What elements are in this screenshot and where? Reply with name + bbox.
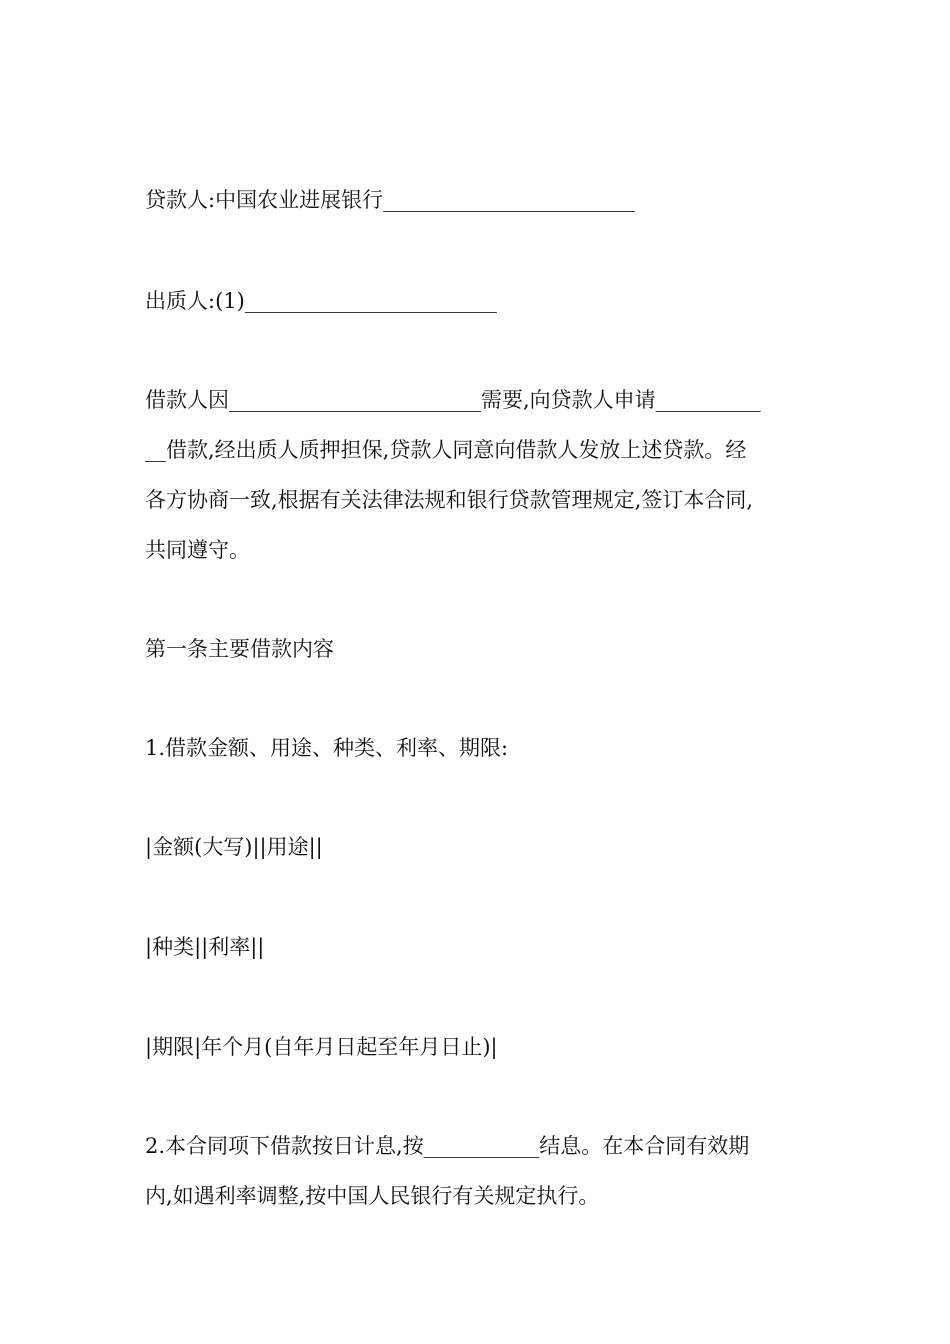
loan-table-row-type-rate: |种类||利率|| (145, 935, 265, 959)
loan-table-row-term: |期限|年个月(自年月日起至年月日止)| (145, 1035, 498, 1059)
intro-paragraph-line-4: 共同遵守。 (145, 538, 250, 562)
lender-line: 贷款人:中国农业进展银行________________________ (145, 188, 636, 212)
intro-paragraph-line-3: 各方协商一致,根据有关法律法规和银行贷款管理规定,签订本合同, (145, 488, 754, 512)
item-2-line-2: 内,如遇利率调整,按中国人民银行有关规定执行。 (145, 1184, 600, 1208)
intro-paragraph-line-1: 借款人因________________________需要,向贷款人申请__________ (145, 388, 761, 412)
pledgor-line: 出质人:(1)________________________ (145, 289, 497, 313)
loan-table-row-amount-purpose: |金额(大写)||用途|| (145, 835, 323, 859)
item-2-line-1: 2.本合同项下借款按日计息,按___________结息。在本合同有效期 (145, 1134, 750, 1158)
item-1-title: 1.借款金额、用途、种类、利率、期限: (145, 736, 509, 760)
article-1-title: 第一条主要借款内容 (145, 637, 334, 661)
intro-paragraph-line-2: __借款,经出质人质押担保,贷款人同意向借款人发放上述贷款。经 (145, 438, 747, 462)
